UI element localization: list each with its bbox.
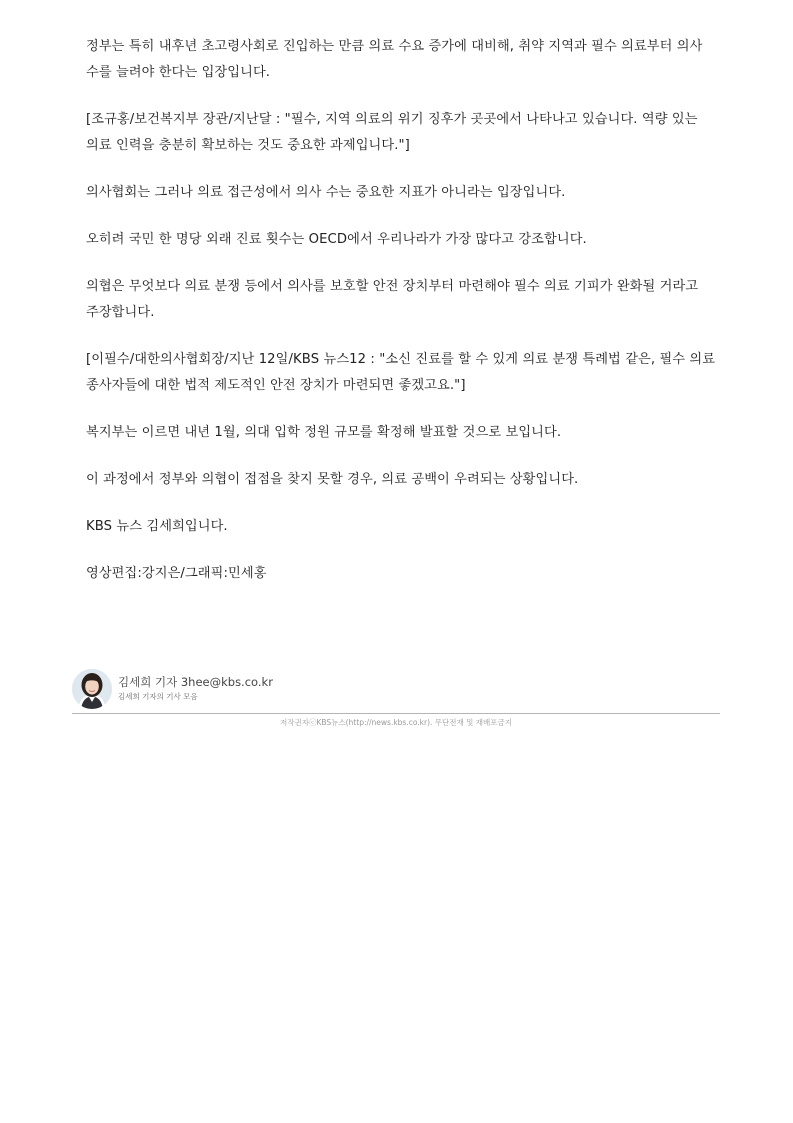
article-paragraph: 오히려 국민 한 명당 외래 진료 횟수는 OECD에서 우리나라가 가장 많다고 강조합니다. bbox=[86, 232, 587, 247]
author-name-email[interactable]: 김세희 기자 3hee@kbs.co.kr bbox=[118, 675, 273, 689]
article-quote: [조규홍/보건복지부 장관/지난달 : "필수, 지역 의료의 위기 징후가 곳곳에서 나타나고 있습니다. 역량 있는 의료 인력을 충분히 확보하는 것도 중요한 과제입니다."] bbox=[86, 112, 698, 153]
article-paragraph: 의사협회는 그러나 의료 접근성에서 의사 수는 중요한 지표가 아니라는 입장입니다. bbox=[86, 185, 566, 200]
article-quote: [이필수/대한의사협회장/지난 12일/KBS 뉴스12 : "소신 진료를 할 수 있게 의료 분쟁 특례법 같은, 필수 의료 종사자들에 대한 법적 제도적인 안전 장치가 마련되면 좋겠고요."] bbox=[86, 352, 716, 393]
copyright-notice: 저작권자ⓒKBS뉴스(http://news.kbs.co.kr). 무단전재 및 재배포금지 bbox=[279, 718, 513, 727]
author-portrait-icon bbox=[72, 669, 112, 709]
article-credits: 영상편집:강지은/그래픽:민세홍 bbox=[86, 566, 267, 581]
article-signoff: KBS 뉴스 김세희입니다. bbox=[86, 519, 228, 534]
article-paragraph: 의협은 무엇보다 의료 분쟁 등에서 의사를 보호할 안전 장치부터 마련해야 필수 의료 기피가 완화될 거라고 주장합니다. bbox=[86, 279, 699, 320]
author-byline bbox=[72, 669, 722, 709]
article-paragraph: 이 과정에서 정부와 의협이 접점을 찾지 못할 경우, 의료 공백이 우려되는 상황입니다. bbox=[86, 472, 579, 487]
article-body bbox=[86, 34, 726, 608]
footer-divider bbox=[72, 713, 720, 714]
article-paragraph: 복지부는 이르면 내년 1월, 의대 입학 정원 규모를 확정해 발표할 것으로 보입니다. bbox=[86, 425, 562, 440]
author-avatar bbox=[72, 669, 112, 709]
author-articles-link[interactable]: 김세희 기자의 기사 모음 bbox=[118, 692, 198, 701]
article-paragraph: 정부는 특히 내후년 초고령사회로 진입하는 만큼 의료 수요 증가에 대비해, 취약 지역과 필수 의료부터 의사 수를 늘려야 한다는 입장입니다. bbox=[86, 39, 703, 80]
